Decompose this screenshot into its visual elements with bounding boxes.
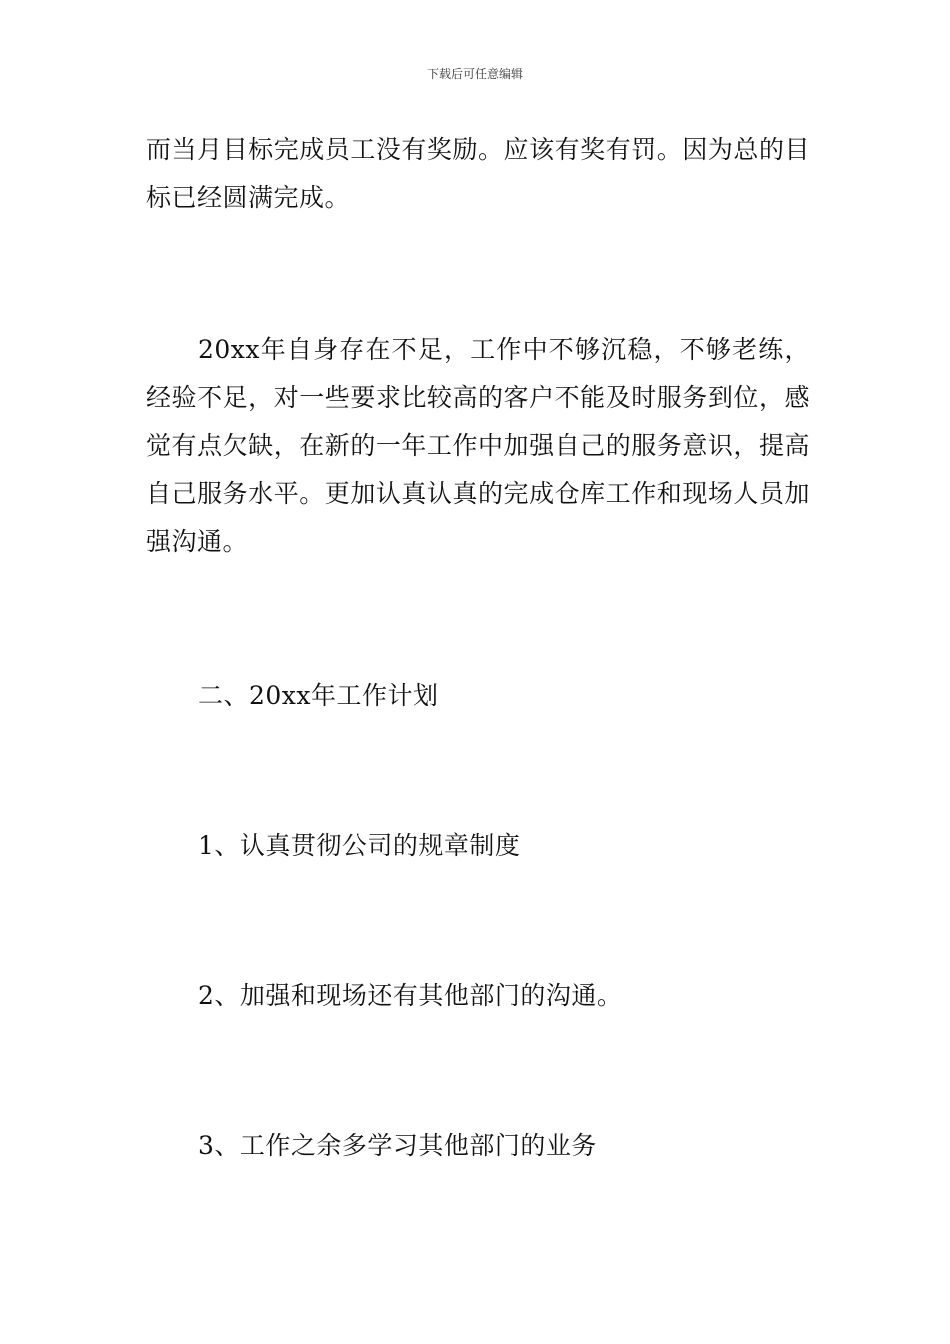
plan-item-2: 2、加强和现场还有其他部门的沟通。 (198, 981, 623, 1010)
section-heading-work-plan: 二、20xx年工作计划 (198, 681, 439, 710)
plan-item-1: 1、认真贯彻公司的规章制度 (198, 831, 521, 860)
plan-item-3: 3、工作之余多学习其他部门的业务 (198, 1131, 597, 1160)
paragraph-summary-end: 而当月目标完成员工没有奖励。应该有奖有罚。因为总的目标已经圆满完成。 (146, 135, 810, 212)
page-header: 下载后可任意编辑 (426, 67, 523, 81)
paragraph-shortcomings: 20xx年自身存在不足，工作中不够沉稳，不够老练，经验不足，对一些要求比较高的客户不能及时服务到位，感觉有点欠缺，在新的一年工作中加强自己的服务意识，提高自己服务水平。更加认真认真的完成仓库工作和现场人员加强沟通。 (146, 335, 810, 556)
